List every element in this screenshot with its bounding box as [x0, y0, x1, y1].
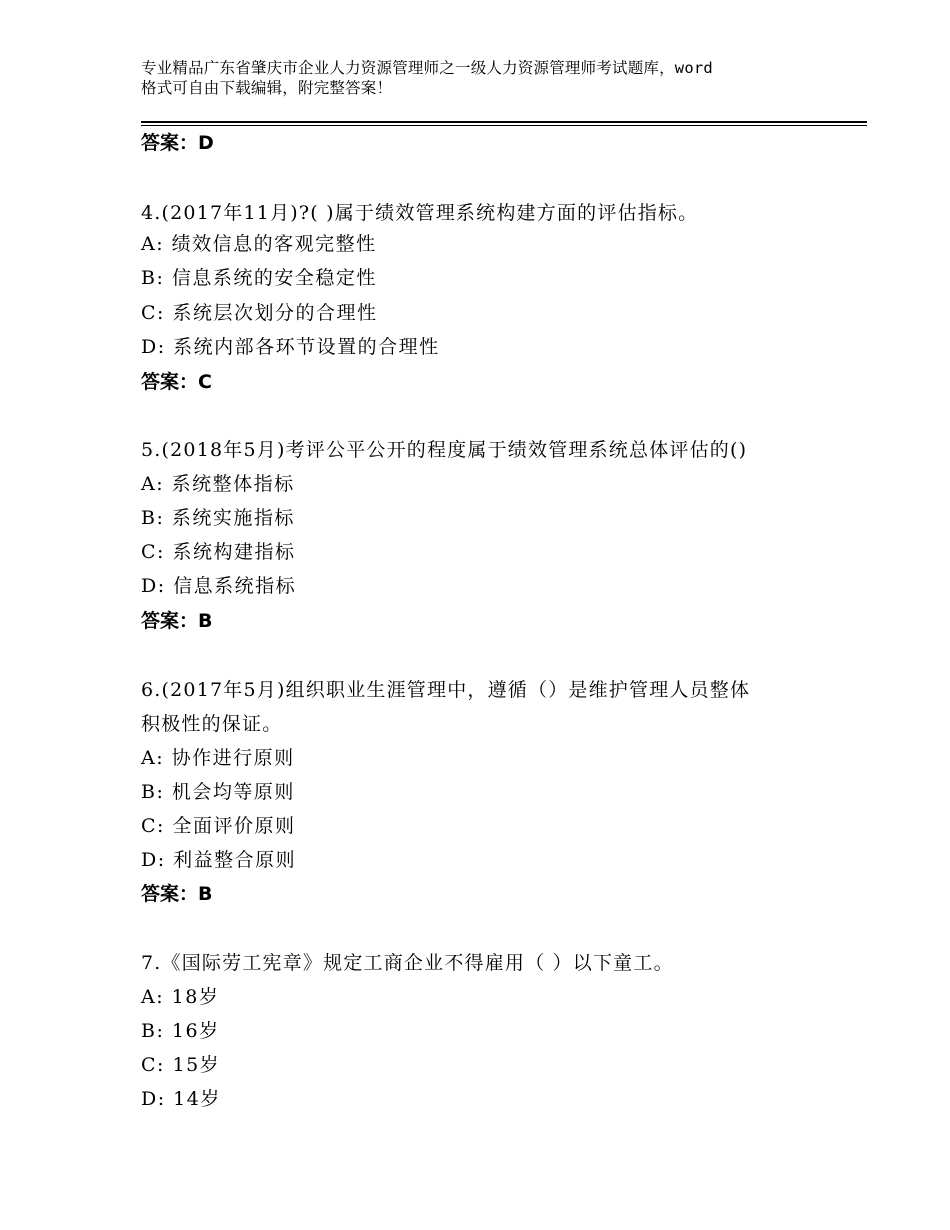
- question-4-stem: 4.(2017年11月)?( )属于绩效管理系统构建方面的评估指标。: [141, 202, 699, 224]
- question-7-option-a: A: 18岁: [141, 986, 220, 1008]
- question-5-option-c: C: 系统构建指标: [141, 541, 296, 563]
- question-6-answer: 答案：B: [141, 883, 213, 905]
- question-5-option-d: D: 信息系统指标: [141, 575, 297, 597]
- header-rule-thick: [141, 121, 867, 123]
- question-5-answer: 答案：B: [141, 610, 213, 632]
- question-6-option-b: B: 机会均等原则: [141, 781, 295, 803]
- header-line-1: 专业精品广东省肇庆市企业人力资源管理师之一级人力资源管理师考试题库，word: [141, 59, 713, 77]
- header-rule-thin: [141, 125, 867, 126]
- question-6-stem-line-2: 积极性的保证。: [141, 713, 283, 735]
- question-6-option-c: C: 全面评价原则: [141, 815, 296, 837]
- question-4-answer: 答案：C: [141, 371, 212, 393]
- question-7-stem: 7.《国际劳工宪章》规定工商企业不得雇用（ ）以下童工。: [141, 952, 674, 974]
- header-line-2: 格式可自由下载编辑，附完整答案！: [141, 79, 393, 97]
- question-4-option-d: D: 系统内部各环节设置的合理性: [141, 336, 440, 358]
- question-5-option-a: A: 系统整体指标: [141, 473, 295, 495]
- question-4-option-c: C: 系统层次划分的合理性: [141, 302, 378, 324]
- document-header: [141, 58, 831, 98]
- question-6-option-d: D: 利益整合原则: [141, 849, 297, 871]
- question-6-option-a: A: 协作进行原则: [141, 747, 295, 769]
- question-6-stem-line-1: 6.(2017年5月)组织职业生涯管理中，遵循（）是维护管理人员整体: [141, 679, 751, 701]
- question-5-option-b: B: 系统实施指标: [141, 507, 295, 529]
- question-4-option-b: B: 信息系统的安全稳定性: [141, 267, 377, 289]
- question-7-option-d: D: 14岁: [141, 1088, 221, 1110]
- question-4-option-a: A: 绩效信息的客观完整性: [141, 233, 377, 255]
- question-7-option-c: C: 15岁: [141, 1054, 221, 1076]
- question-5-stem: 5.(2018年5月)考评公平公开的程度属于绩效管理系统总体评估的(): [141, 439, 748, 461]
- answer-prev: 答案：D: [141, 132, 214, 154]
- question-7-option-b: B: 16岁: [141, 1020, 220, 1042]
